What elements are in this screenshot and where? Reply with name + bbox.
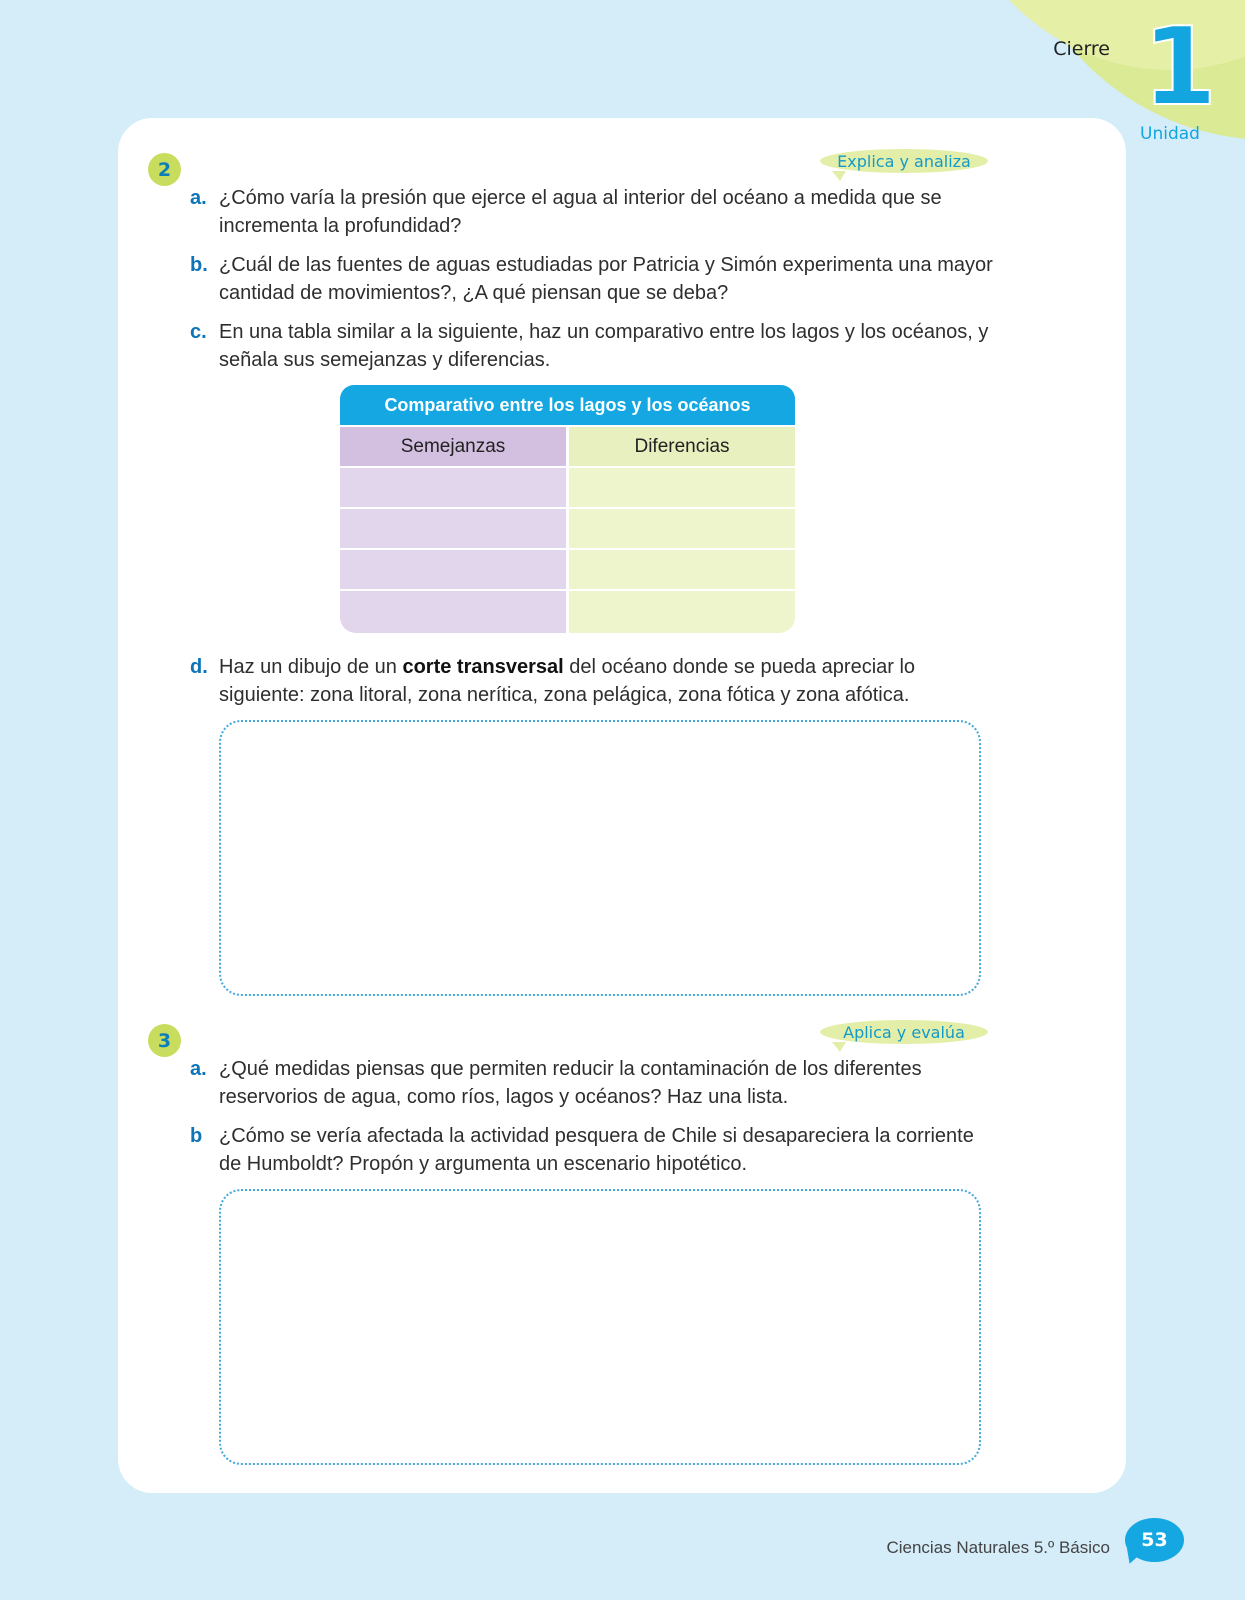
item-number-badge: 2	[148, 153, 181, 186]
table-cell[interactable]	[569, 591, 795, 633]
question-text: Haz un dibujo de un corte transversal del océano donde se pueda apreciar lo siguiente: zona litoral, zona nerítica, zona pelágica, zona fótica y zona afótica.	[219, 656, 916, 706]
question-text: ¿Qué medidas piensas que permiten reducir la contaminación de los diferentes reservorios de agua, como ríos, lagos y océanos? Haz una lista.	[219, 1058, 922, 1108]
key-term: corte transversal	[402, 656, 564, 678]
table-cell[interactable]	[569, 468, 795, 507]
comparison-table	[340, 385, 795, 633]
question-letter: b.	[190, 254, 208, 276]
question-letter: b	[190, 1125, 203, 1147]
section-label: Cierre	[1053, 38, 1110, 60]
table-cell[interactable]	[569, 550, 795, 589]
table-header-differences: Diferencias	[569, 427, 795, 466]
question-text: ¿Cómo se vería afectada la actividad pesquera de Chile si desapareciera la corriente de Humboldt? Propón y argumenta un escenario hipotético.	[219, 1125, 974, 1175]
question-letter: d.	[190, 656, 208, 678]
skill-tag: Explica y analiza	[820, 149, 988, 173]
question-letter: a.	[190, 1058, 207, 1080]
item-number-badge: 3	[148, 1024, 181, 1057]
unit-number: 1	[1142, 5, 1218, 130]
table-cell[interactable]	[340, 591, 566, 633]
question-letter: c.	[190, 321, 207, 343]
page-number: 53	[1125, 1518, 1184, 1562]
book-title: Ciencias Naturales 5.º Básico	[886, 1538, 1110, 1557]
table-cell[interactable]	[569, 509, 795, 548]
table-cell[interactable]	[340, 509, 566, 548]
unit-label: Unidad	[1140, 124, 1200, 144]
written-answer-box[interactable]	[219, 1189, 981, 1465]
drawing-answer-box[interactable]	[219, 720, 981, 996]
table-cell[interactable]	[340, 550, 566, 589]
table-header-similarities: Semejanzas	[340, 427, 566, 466]
table-title: Comparativo entre los lagos y los océanos	[340, 385, 795, 425]
question-text: En una tabla similar a la siguiente, haz un comparativo entre los lagos y los océanos, y señala sus semejanzas y diferencias.	[219, 321, 989, 371]
question-letter: a.	[190, 187, 207, 209]
table-cell[interactable]	[340, 468, 566, 507]
question-text: ¿Cómo varía la presión que ejerce el agua al interior del océano a medida que se incrementa la profundidad?	[219, 187, 942, 237]
skill-tag: Aplica y evalúa	[820, 1020, 988, 1044]
question-text: ¿Cuál de las fuentes de aguas estudiadas por Patricia y Simón experimenta una mayor cantidad de movimientos?, ¿A qué piensan que se deba?	[219, 254, 993, 304]
